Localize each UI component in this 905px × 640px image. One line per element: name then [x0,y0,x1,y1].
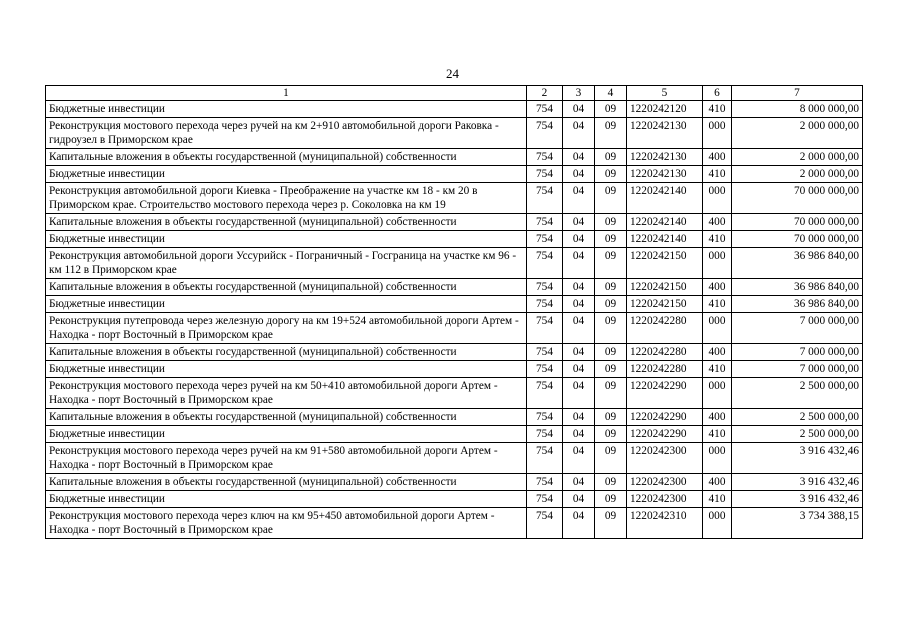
table-row [46,378,863,409]
cell-amount: 3 734 388,15 [732,508,863,539]
cell-expense-type: 000 [703,313,732,344]
cell-target-code: 1220242290 [627,426,703,443]
cell-admin-code: 754 [527,248,563,279]
cell-admin-code: 754 [527,474,563,491]
cell-admin-code: 754 [527,313,563,344]
cell-amount: 2 000 000,00 [732,149,863,166]
cell-section: 04 [563,361,595,378]
cell-target-code: 1220242140 [627,214,703,231]
cell-target-code: 1220242130 [627,166,703,183]
cell-subsection: 09 [595,491,627,508]
cell-name: Бюджетные инвестиции [46,491,527,508]
cell-amount: 8 000 000,00 [732,101,863,118]
cell-target-code: 1220242310 [627,508,703,539]
table-row [46,491,863,508]
table-row [46,149,863,166]
cell-subsection: 09 [595,474,627,491]
cell-subsection: 09 [595,361,627,378]
table-row [46,166,863,183]
header-col-2: 2 [527,86,563,101]
table-row [46,474,863,491]
cell-admin-code: 754 [527,508,563,539]
cell-amount: 7 000 000,00 [732,313,863,344]
cell-target-code: 1220242290 [627,409,703,426]
cell-target-code: 1220242120 [627,101,703,118]
cell-subsection: 09 [595,313,627,344]
cell-target-code: 1220242300 [627,474,703,491]
cell-admin-code: 754 [527,118,563,149]
cell-section: 04 [563,426,595,443]
cell-section: 04 [563,474,595,491]
cell-name: Реконструкция путепровода через железную дорогу на км 19+524 автомобильной дороги Артем - Находка - порт Восточный в Приморском крае [46,313,527,344]
cell-expense-type: 400 [703,344,732,361]
cell-expense-type: 400 [703,214,732,231]
header-col-5: 5 [627,86,703,101]
table-row [46,426,863,443]
cell-subsection: 09 [595,118,627,149]
cell-amount: 36 986 840,00 [732,248,863,279]
header-row [46,86,863,101]
cell-amount: 7 000 000,00 [732,361,863,378]
cell-section: 04 [563,409,595,426]
cell-admin-code: 754 [527,183,563,214]
cell-amount: 70 000 000,00 [732,183,863,214]
cell-name: Капитальные вложения в объекты государственной (муниципальной) собственности [46,409,527,426]
table-row [46,313,863,344]
cell-target-code: 1220242150 [627,296,703,313]
cell-admin-code: 754 [527,426,563,443]
table-row [46,248,863,279]
cell-admin-code: 754 [527,279,563,296]
cell-amount: 3 916 432,46 [732,474,863,491]
table-row [46,344,863,361]
cell-target-code: 1220242290 [627,378,703,409]
cell-name: Бюджетные инвестиции [46,101,527,118]
cell-target-code: 1220242150 [627,248,703,279]
table-row [46,296,863,313]
cell-amount: 3 916 432,46 [732,491,863,508]
cell-amount: 2 000 000,00 [732,166,863,183]
table-row [46,183,863,214]
cell-expense-type: 400 [703,149,732,166]
cell-section: 04 [563,248,595,279]
cell-section: 04 [563,166,595,183]
table-row [46,279,863,296]
header-col-7: 7 [732,86,863,101]
cell-admin-code: 754 [527,231,563,248]
cell-admin-code: 754 [527,296,563,313]
header-col-6: 6 [703,86,732,101]
cell-name: Капитальные вложения в объекты государственной (муниципальной) собственности [46,344,527,361]
cell-section: 04 [563,313,595,344]
cell-amount: 2 000 000,00 [732,118,863,149]
cell-amount: 70 000 000,00 [732,231,863,248]
cell-admin-code: 754 [527,344,563,361]
cell-amount: 36 986 840,00 [732,296,863,313]
table-body [46,101,863,539]
cell-expense-type: 000 [703,118,732,149]
cell-section: 04 [563,443,595,474]
header-col-1: 1 [46,86,527,101]
table-row [46,443,863,474]
cell-amount: 70 000 000,00 [732,214,863,231]
cell-target-code: 1220242280 [627,361,703,378]
cell-name: Реконструкция мостового перехода через ручей на км 91+580 автомобильной дороги Артем - Находка - порт Восточный в Приморском крае [46,443,527,474]
cell-subsection: 09 [595,296,627,313]
table-row [46,214,863,231]
header-col-3: 3 [563,86,595,101]
cell-expense-type: 400 [703,409,732,426]
cell-expense-type: 400 [703,279,732,296]
cell-subsection: 09 [595,166,627,183]
cell-expense-type: 000 [703,248,732,279]
cell-name: Бюджетные инвестиции [46,166,527,183]
cell-expense-type: 000 [703,378,732,409]
cell-name: Реконструкция автомобильной дороги Киевка - Преображение на участке км 18 - км 20 в Приморском крае. Строительство мостового перехода через р. Соколовка на км 19 [46,183,527,214]
cell-section: 04 [563,279,595,296]
cell-target-code: 1220242150 [627,279,703,296]
cell-admin-code: 754 [527,214,563,231]
cell-name: Капитальные вложения в объекты государственной (муниципальной) собственности [46,474,527,491]
cell-expense-type: 000 [703,443,732,474]
cell-admin-code: 754 [527,101,563,118]
cell-target-code: 1220242140 [627,231,703,248]
cell-subsection: 09 [595,214,627,231]
cell-subsection: 09 [595,409,627,426]
cell-admin-code: 754 [527,149,563,166]
cell-amount: 2 500 000,00 [732,378,863,409]
cell-target-code: 1220242140 [627,183,703,214]
cell-expense-type: 000 [703,508,732,539]
cell-section: 04 [563,508,595,539]
cell-expense-type: 410 [703,166,732,183]
cell-section: 04 [563,378,595,409]
cell-subsection: 09 [595,508,627,539]
table-row [46,101,863,118]
cell-section: 04 [563,231,595,248]
cell-subsection: 09 [595,279,627,296]
cell-name: Капитальные вложения в объекты государственной (муниципальной) собственности [46,279,527,296]
budget-table [45,85,863,539]
cell-subsection: 09 [595,231,627,248]
cell-subsection: 09 [595,443,627,474]
cell-name: Реконструкция мостового перехода через ключ на км 95+450 автомобильной дороги Артем - Находка - порт Восточный в Приморском крае [46,508,527,539]
cell-target-code: 1220242130 [627,118,703,149]
cell-name: Капитальные вложения в объекты государственной (муниципальной) собственности [46,214,527,231]
cell-admin-code: 754 [527,491,563,508]
cell-amount: 36 986 840,00 [732,279,863,296]
cell-section: 04 [563,183,595,214]
cell-section: 04 [563,344,595,361]
table-row [46,231,863,248]
cell-target-code: 1220242130 [627,149,703,166]
cell-subsection: 09 [595,149,627,166]
cell-name: Реконструкция мостового перехода через ручей на км 2+910 автомобильной дороги Раковка - гидроузел в Приморском крае [46,118,527,149]
cell-section: 04 [563,149,595,166]
cell-name: Бюджетные инвестиции [46,231,527,248]
cell-subsection: 09 [595,344,627,361]
cell-section: 04 [563,491,595,508]
cell-expense-type: 400 [703,474,732,491]
cell-expense-type: 410 [703,426,732,443]
cell-admin-code: 754 [527,409,563,426]
cell-name: Бюджетные инвестиции [46,361,527,378]
cell-expense-type: 410 [703,101,732,118]
cell-expense-type: 410 [703,361,732,378]
page-number: 24 [446,66,459,81]
table-row [46,508,863,539]
cell-target-code: 1220242280 [627,344,703,361]
cell-target-code: 1220242300 [627,443,703,474]
cell-admin-code: 754 [527,378,563,409]
cell-subsection: 09 [595,101,627,118]
cell-amount: 2 500 000,00 [732,426,863,443]
cell-admin-code: 754 [527,166,563,183]
table-row [46,118,863,149]
table-row [46,409,863,426]
cell-admin-code: 754 [527,443,563,474]
cell-name: Реконструкция автомобильной дороги Уссурийск - Пограничный - Госграница на участке км 96 - км 112 в Приморском крае [46,248,527,279]
cell-amount: 7 000 000,00 [732,344,863,361]
header-col-4: 4 [595,86,627,101]
cell-name: Капитальные вложения в объекты государственной (муниципальной) собственности [46,149,527,166]
cell-expense-type: 000 [703,183,732,214]
cell-expense-type: 410 [703,296,732,313]
cell-name: Бюджетные инвестиции [46,426,527,443]
cell-target-code: 1220242280 [627,313,703,344]
cell-admin-code: 754 [527,361,563,378]
cell-section: 04 [563,296,595,313]
table-row [46,361,863,378]
cell-expense-type: 410 [703,231,732,248]
cell-subsection: 09 [595,248,627,279]
cell-amount: 3 916 432,46 [732,443,863,474]
cell-section: 04 [563,214,595,231]
cell-subsection: 09 [595,183,627,214]
cell-section: 04 [563,101,595,118]
cell-amount: 2 500 000,00 [732,409,863,426]
cell-expense-type: 410 [703,491,732,508]
cell-subsection: 09 [595,426,627,443]
cell-name: Бюджетные инвестиции [46,296,527,313]
cell-target-code: 1220242300 [627,491,703,508]
cell-name: Реконструкция мостового перехода через ручей на км 50+410 автомобильной дороги Артем - Находка - порт Восточный в Приморском крае [46,378,527,409]
cell-subsection: 09 [595,378,627,409]
cell-section: 04 [563,118,595,149]
